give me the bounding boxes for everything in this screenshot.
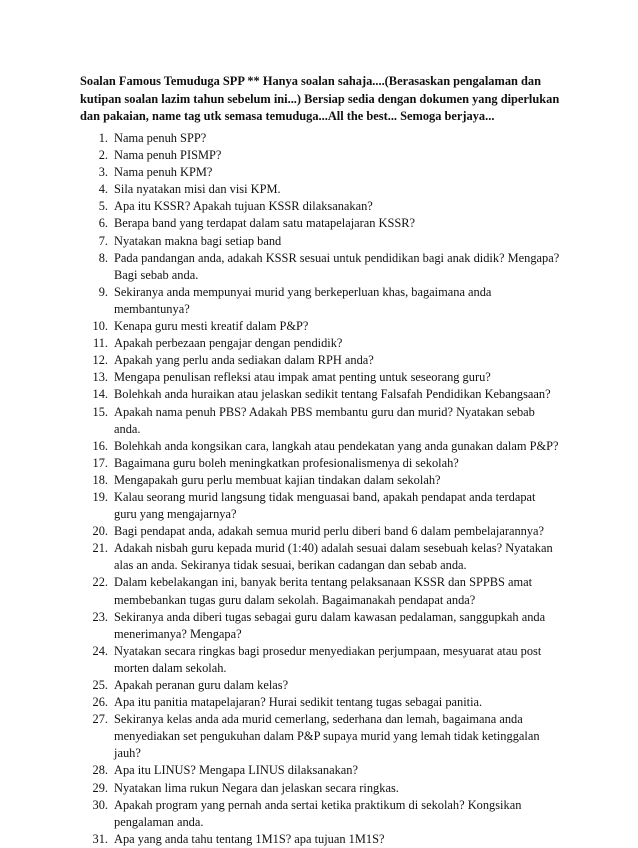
question-text-line: Nyatakan secara ringkas bagi prosedur menyediakan perjumpaan, mesyuarat atau post xyxy=(114,643,542,658)
question-list xyxy=(0,130,638,848)
question-item xyxy=(0,523,581,540)
question-item xyxy=(0,677,581,694)
question-item xyxy=(0,831,581,848)
question-text xyxy=(111,181,581,198)
question-text-line: Sekiranya kelas anda ada murid cemerlang, sederhana dan lemah, bagaimana anda xyxy=(114,712,523,727)
question-number: 13. xyxy=(92,370,108,385)
question-text-line: alas an anda. Sekiranya tidak sesuai, berikan cadangan dan sebab anda. xyxy=(114,558,467,573)
question-number: 19. xyxy=(92,489,108,504)
question-number: 12. xyxy=(92,353,108,368)
question-item xyxy=(0,198,581,215)
intro-line: Soalan Famous Temuduga SPP ** Hanya soalan sahaja....(Berasaskan pengalaman dan xyxy=(80,74,541,88)
question-text-line: jauh? xyxy=(114,746,141,761)
question-text-line: anda. xyxy=(114,421,141,436)
question-text-line: Adakah nisbah guru kepada murid (1:40) adalah sesuai dalam sesebuah kelas? Nyatakan xyxy=(114,541,553,556)
question-item xyxy=(0,609,581,643)
question-item xyxy=(0,455,581,472)
question-text xyxy=(111,352,581,369)
question-number: 16. xyxy=(92,438,108,453)
question-text xyxy=(111,404,581,438)
question-number: 30. xyxy=(92,797,108,812)
question-text-line: menerimanya? Mengapa? xyxy=(114,626,242,641)
question-number: 29. xyxy=(92,780,108,795)
question-item xyxy=(0,643,581,677)
question-text-line: Apa itu KSSR? Apakah tujuan KSSR dilaksanakan? xyxy=(114,199,373,214)
question-text xyxy=(111,250,581,284)
question-number: 31. xyxy=(92,831,108,846)
question-text xyxy=(111,694,581,711)
question-item xyxy=(0,386,581,403)
question-number: 1. xyxy=(98,131,108,145)
question-text-line: morten dalam sekolah. xyxy=(114,660,227,675)
question-text-line: Apakah yang perlu anda sediakan dalam RPH anda? xyxy=(114,353,374,368)
question-text-line: Apakah nama penuh PBS? Adakah PBS membantu guru dan murid? Nyatakan sebab xyxy=(114,404,535,419)
question-item xyxy=(0,233,581,250)
question-text-line: Kalau seorang murid langsung tidak menguasai band, apakah pendapat anda terdapat xyxy=(114,489,536,504)
question-number: 10. xyxy=(92,319,108,334)
question-number: 27. xyxy=(92,712,108,727)
question-text-line: Apa itu LINUS? Mengapa LINUS dilaksanakan? xyxy=(114,763,358,778)
question-number: 15. xyxy=(92,404,108,419)
question-item xyxy=(0,130,581,147)
question-text-line: Nama penuh PISMP? xyxy=(114,148,222,163)
question-text xyxy=(111,523,581,540)
question-text-line: menyediakan set pengukuhan dalam P&P supaya murid yang lemah tidak ketinggalan xyxy=(114,729,540,744)
question-text xyxy=(111,780,581,797)
question-number: 14. xyxy=(92,387,108,402)
question-text-line: Mengapakah guru perlu membuat kajian tindakan dalam sekolah? xyxy=(114,472,441,487)
question-text xyxy=(111,386,581,403)
question-item xyxy=(0,335,581,352)
question-text-line: Nama penuh KPM? xyxy=(114,165,213,180)
question-number: 9. xyxy=(98,284,108,299)
question-number: 17. xyxy=(92,455,108,470)
question-text xyxy=(111,643,581,677)
question-text xyxy=(111,489,581,523)
question-item xyxy=(0,164,581,181)
question-item xyxy=(0,404,581,438)
question-item xyxy=(0,250,581,284)
question-text xyxy=(111,130,581,147)
question-item xyxy=(0,780,581,797)
question-number: 5. xyxy=(98,199,108,214)
question-text-line: Pada pandangan anda, adakah KSSR sesuai untuk pendidikan bagi anak didik? Mengapa? xyxy=(114,250,560,265)
question-item xyxy=(0,711,581,762)
question-text-line: guru yang mengajarnya? xyxy=(114,507,237,522)
question-text xyxy=(111,284,581,318)
question-item xyxy=(0,540,581,574)
intro-heading xyxy=(80,73,580,126)
question-number: 11. xyxy=(92,336,108,351)
question-text-line: Bagi sebab anda. xyxy=(114,267,199,282)
question-text-line: Sekiranya anda mempunyai murid yang berkeperluan khas, bagaimana anda xyxy=(114,284,492,299)
question-text xyxy=(111,438,581,455)
question-text xyxy=(111,233,581,250)
question-item xyxy=(0,147,581,164)
question-text-line: Bolehkah anda huraikan atau jelaskan sedikit tentang Falsafah Pendidikan Kebangsaan? xyxy=(114,387,551,402)
question-number: 20. xyxy=(92,524,108,539)
question-text-line: Nyatakan makna bagi setiap band xyxy=(114,233,282,248)
question-number: 7. xyxy=(98,233,108,248)
question-text-line: Berapa band yang terdapat dalam satu matapelajaran KSSR? xyxy=(114,216,416,231)
question-text-line: Bolehkah anda kongsikan cara, langkah atau pendekatan yang anda gunakan dalam P&P? xyxy=(114,438,559,453)
question-text-line: Dalam kebelakangan ini, banyak berita tentang pelaksanaan KSSR dan SPPBS amat xyxy=(114,575,533,590)
question-text xyxy=(111,215,581,232)
question-number: 28. xyxy=(92,763,108,778)
question-text-line: Apa itu panitia matapelajaran? Hurai sedikit tentang tugas sebagai panitia. xyxy=(114,695,483,710)
question-item xyxy=(0,472,581,489)
intro-line: kutipan soalan lazim tahun sebelum ini...) Bersiap sedia dengan dokumen yang diperlukan xyxy=(80,91,560,106)
question-text xyxy=(111,609,581,643)
question-number: 6. xyxy=(98,216,108,231)
question-text xyxy=(111,472,581,489)
question-number: 8. xyxy=(98,250,108,265)
question-text xyxy=(111,164,581,181)
question-item xyxy=(0,318,581,335)
question-text xyxy=(111,762,581,779)
question-number: 26. xyxy=(92,695,108,710)
question-text-line: membantunya? xyxy=(114,301,190,316)
question-text-line: Apa yang anda tahu tentang 1M1S? apa tujuan 1M1S? xyxy=(114,831,385,846)
question-text-line: Sila nyatakan misi dan visi KPM. xyxy=(114,182,281,197)
question-number: 3. xyxy=(98,165,108,180)
question-text-line: Bagi pendapat anda, adakah semua murid perlu diberi band 6 dalam pembelajarannya? xyxy=(114,524,545,539)
question-text xyxy=(111,147,581,164)
intro-line: dan pakaian, name tag utk semasa temuduga...All the best... Semoga berjaya... xyxy=(80,109,495,123)
question-text xyxy=(111,369,581,386)
question-item xyxy=(0,574,581,608)
question-item xyxy=(0,284,581,318)
question-number: 18. xyxy=(92,472,108,487)
question-text-line: Sekiranya anda diberi tugas sebagai guru dalam kawasan pedalaman, sanggupkah anda xyxy=(114,609,546,624)
question-text xyxy=(111,318,581,335)
question-item xyxy=(0,762,581,779)
question-number: 23. xyxy=(92,609,108,624)
question-item xyxy=(0,181,581,198)
question-text xyxy=(111,540,581,574)
question-item xyxy=(0,215,581,232)
question-number: 24. xyxy=(92,643,108,658)
question-text-line: Kenapa guru mesti kreatif dalam P&P? xyxy=(114,319,309,334)
question-text-line: Apakah peranan guru dalam kelas? xyxy=(114,678,289,692)
question-text-line: Nyatakan lima rukun Negara dan jelaskan secara ringkas. xyxy=(114,780,399,795)
question-item xyxy=(0,694,581,711)
question-text-line: Apakah perbezaan pengajar dengan pendidik? xyxy=(114,336,343,351)
question-text-line: membebankan tugas guru dalam sekolah. Bagaimanakah pendapat anda? xyxy=(114,592,476,607)
question-text xyxy=(111,831,581,848)
question-item xyxy=(0,438,581,455)
question-number: 22. xyxy=(92,575,108,590)
question-text xyxy=(111,335,581,352)
question-number: 21. xyxy=(92,541,108,556)
question-item xyxy=(0,489,581,523)
question-text xyxy=(111,574,581,608)
question-item xyxy=(0,352,581,369)
question-text xyxy=(111,198,581,215)
question-text xyxy=(111,711,581,762)
question-text-line: pengalaman anda. xyxy=(114,814,204,829)
question-number: 4. xyxy=(98,182,108,197)
question-text-line: Bagaimana guru boleh meningkatkan profesionalismenya di sekolah? xyxy=(114,455,459,470)
question-number: 2. xyxy=(98,148,108,163)
question-text-line: Nama penuh SPP? xyxy=(114,131,207,145)
question-number: 25. xyxy=(92,678,108,692)
question-text-line: Mengapa penulisan refleksi atau impak amat penting untuk seseorang guru? xyxy=(114,370,491,385)
question-text-line: Apakah program yang pernah anda sertai ketika praktikum di sekolah? Kongsikan xyxy=(114,797,522,812)
question-text xyxy=(111,677,581,694)
question-item xyxy=(0,369,581,386)
question-text xyxy=(111,455,581,472)
